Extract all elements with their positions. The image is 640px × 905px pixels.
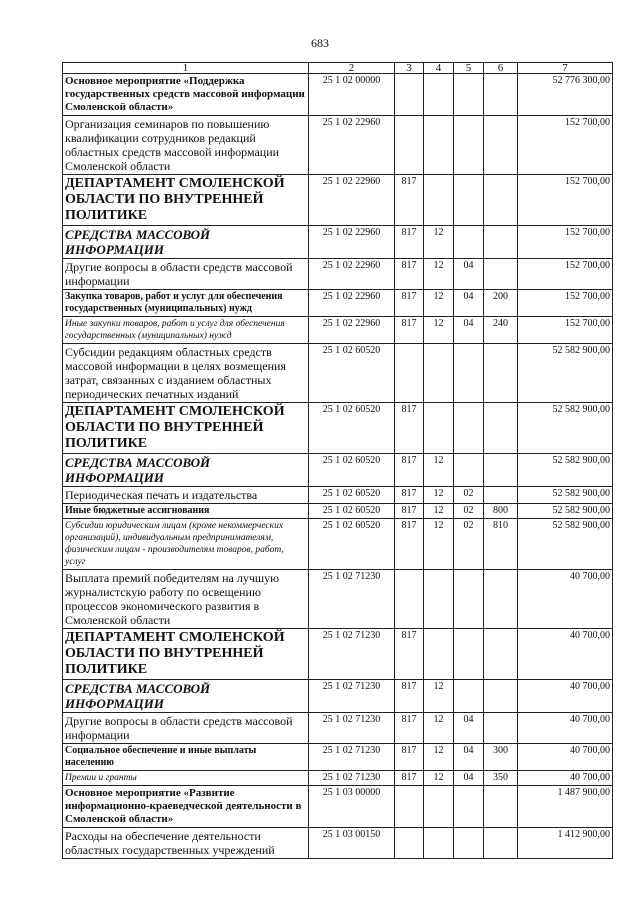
row-expense-type-code [484, 570, 518, 629]
row-section-code [424, 344, 454, 403]
row-amount: 52 582 900,00 [518, 519, 613, 570]
row-amount: 1 412 900,00 [518, 828, 613, 859]
row-expense-type-code: 300 [484, 744, 518, 771]
row-section-code [424, 629, 454, 680]
row-subsection-code [454, 74, 484, 116]
row-target-code: 25 1 02 71230 [309, 713, 395, 744]
row-section-code: 12 [424, 713, 454, 744]
row-subsection-code: 04 [454, 713, 484, 744]
row-section-code: 12 [424, 680, 454, 713]
row-ministry-code: 817 [395, 744, 424, 771]
row-section-code [424, 175, 454, 226]
row-expense-type-code [484, 487, 518, 504]
row-subsection-code: 02 [454, 504, 484, 519]
row-section-code: 12 [424, 519, 454, 570]
row-name: Основное мероприятие «Развитие информационно-краеведческой деятельности в Смоленской области» [63, 786, 309, 828]
row-subsection-code [454, 454, 484, 487]
row-amount: 152 700,00 [518, 290, 613, 317]
row-name: СРЕДСТВА МАССОВОЙ ИНФОРМАЦИИ [63, 226, 309, 259]
table-row [63, 454, 613, 487]
row-subsection-code [454, 403, 484, 454]
row-target-code: 25 1 02 22960 [309, 116, 395, 175]
row-ministry-code [395, 786, 424, 828]
budget-table [62, 62, 613, 859]
row-amount: 40 700,00 [518, 570, 613, 629]
table-row [63, 629, 613, 680]
row-subsection-code: 04 [454, 259, 484, 290]
row-section-code: 12 [424, 487, 454, 504]
row-expense-type-code [484, 680, 518, 713]
row-name: Организация семинаров по повышению квалификации сотрудников редакций областных средств массовой информации Смоленской области [63, 116, 309, 175]
row-subsection-code: 02 [454, 487, 484, 504]
table-row [63, 344, 613, 403]
row-ministry-code: 817 [395, 175, 424, 226]
row-target-code: 25 1 02 60520 [309, 403, 395, 454]
row-section-code [424, 786, 454, 828]
row-ministry-code: 817 [395, 519, 424, 570]
row-name: Периодическая печать и издательства [63, 487, 309, 504]
column-header: 3 [395, 63, 424, 74]
row-name: СРЕДСТВА МАССОВОЙ ИНФОРМАЦИИ [63, 454, 309, 487]
table-row [63, 317, 613, 344]
row-expense-type-code: 800 [484, 504, 518, 519]
row-name: ДЕПАРТАМЕНТ СМОЛЕНСКОЙ ОБЛАСТИ ПО ВНУТРЕННЕЙ ПОЛИТИКЕ [63, 403, 309, 454]
row-subsection-code: 04 [454, 290, 484, 317]
row-subsection-code: 04 [454, 744, 484, 771]
row-target-code: 25 1 02 71230 [309, 629, 395, 680]
row-subsection-code [454, 570, 484, 629]
row-expense-type-code [484, 454, 518, 487]
table-body [63, 74, 613, 859]
row-section-code [424, 116, 454, 175]
row-section-code: 12 [424, 226, 454, 259]
row-section-code: 12 [424, 290, 454, 317]
row-expense-type-code [484, 713, 518, 744]
row-amount: 52 582 900,00 [518, 454, 613, 487]
row-name: ДЕПАРТАМЕНТ СМОЛЕНСКОЙ ОБЛАСТИ ПО ВНУТРЕННЕЙ ПОЛИТИКЕ [63, 629, 309, 680]
row-expense-type-code: 240 [484, 317, 518, 344]
row-amount: 1 487 900,00 [518, 786, 613, 828]
page-number: 683 [311, 36, 329, 50]
row-amount: 152 700,00 [518, 317, 613, 344]
row-subsection-code: 04 [454, 317, 484, 344]
table-row [63, 259, 613, 290]
column-header: 6 [484, 63, 518, 74]
row-section-code: 12 [424, 771, 454, 786]
row-section-code [424, 570, 454, 629]
row-ministry-code: 817 [395, 317, 424, 344]
row-section-code: 12 [424, 744, 454, 771]
row-amount: 52 582 900,00 [518, 403, 613, 454]
row-ministry-code [395, 344, 424, 403]
row-expense-type-code [484, 786, 518, 828]
row-section-code [424, 828, 454, 859]
row-target-code: 25 1 02 22960 [309, 226, 395, 259]
row-subsection-code [454, 680, 484, 713]
column-header: 1 [63, 63, 309, 74]
row-amount: 52 582 900,00 [518, 504, 613, 519]
row-name: СРЕДСТВА МАССОВОЙ ИНФОРМАЦИИ [63, 680, 309, 713]
row-section-code: 12 [424, 317, 454, 344]
row-amount: 40 700,00 [518, 744, 613, 771]
row-section-code: 12 [424, 454, 454, 487]
row-ministry-code [395, 74, 424, 116]
table-row [63, 680, 613, 713]
row-ministry-code: 817 [395, 226, 424, 259]
column-header: 7 [518, 63, 613, 74]
table-row [63, 771, 613, 786]
row-name: Основное мероприятие «Поддержка государственных средств массовой информации Смоленской области» [63, 74, 309, 116]
table-row [63, 226, 613, 259]
row-target-code: 25 1 02 60520 [309, 519, 395, 570]
row-ministry-code: 817 [395, 487, 424, 504]
row-name: Иные закупки товаров, работ и услуг для обеспечения государственных (муниципальных) нужд [63, 317, 309, 344]
row-name: Выплата премий победителям на лучшую журналистскую работу по освещению процессов экономического развития в Смоленской области [63, 570, 309, 629]
row-name: Расходы на обеспечение деятельности областных государственных учреждений [63, 828, 309, 859]
row-name: Другие вопросы в области средств массовой информации [63, 259, 309, 290]
column-header: 4 [424, 63, 454, 74]
row-target-code: 25 1 02 22960 [309, 175, 395, 226]
row-subsection-code: 02 [454, 519, 484, 570]
table-row [63, 487, 613, 504]
row-target-code: 25 1 02 00000 [309, 74, 395, 116]
row-expense-type-code: 810 [484, 519, 518, 570]
row-amount: 40 700,00 [518, 771, 613, 786]
row-target-code: 25 1 02 71230 [309, 771, 395, 786]
row-target-code: 25 1 02 60520 [309, 344, 395, 403]
row-expense-type-code [484, 74, 518, 116]
row-amount: 152 700,00 [518, 116, 613, 175]
table-row [63, 504, 613, 519]
row-ministry-code: 817 [395, 629, 424, 680]
row-ministry-code: 817 [395, 403, 424, 454]
row-expense-type-code [484, 344, 518, 403]
row-target-code: 25 1 03 00000 [309, 786, 395, 828]
row-name: Социальное обеспечение и иные выплаты населению [63, 744, 309, 771]
row-ministry-code: 817 [395, 454, 424, 487]
row-expense-type-code [484, 259, 518, 290]
row-amount: 40 700,00 [518, 713, 613, 744]
row-subsection-code [454, 629, 484, 680]
row-amount: 52 582 900,00 [518, 487, 613, 504]
row-name: Закупка товаров, работ и услуг для обеспечения государственных (муниципальных) нужд [63, 290, 309, 317]
table-row [63, 713, 613, 744]
row-expense-type-code: 350 [484, 771, 518, 786]
row-name: Премии и гранты [63, 771, 309, 786]
row-ministry-code: 817 [395, 713, 424, 744]
row-expense-type-code [484, 403, 518, 454]
row-amount: 52 582 900,00 [518, 344, 613, 403]
row-subsection-code [454, 828, 484, 859]
row-amount: 52 776 300,00 [518, 74, 613, 116]
row-target-code: 25 1 02 60520 [309, 487, 395, 504]
row-ministry-code: 817 [395, 290, 424, 317]
row-expense-type-code [484, 226, 518, 259]
row-subsection-code [454, 344, 484, 403]
table-row [63, 74, 613, 116]
table-row [63, 290, 613, 317]
table-row [63, 744, 613, 771]
table-row [63, 828, 613, 859]
row-expense-type-code [484, 629, 518, 680]
row-target-code: 25 1 02 22960 [309, 290, 395, 317]
row-ministry-code: 817 [395, 680, 424, 713]
row-expense-type-code [484, 116, 518, 175]
row-ministry-code [395, 570, 424, 629]
table-row [63, 786, 613, 828]
row-ministry-code [395, 828, 424, 859]
row-subsection-code [454, 786, 484, 828]
row-name: Субсидии юридическим лицам (кроме некоммерческих организаций), индивидуальным предпринимателям, физическим лицам - производителям товаров, работ, услуг [63, 519, 309, 570]
row-amount: 152 700,00 [518, 175, 613, 226]
row-section-code [424, 403, 454, 454]
row-ministry-code: 817 [395, 259, 424, 290]
row-amount: 40 700,00 [518, 680, 613, 713]
row-target-code: 25 1 02 71230 [309, 744, 395, 771]
row-target-code: 25 1 02 22960 [309, 259, 395, 290]
row-name: ДЕПАРТАМЕНТ СМОЛЕНСКОЙ ОБЛАСТИ ПО ВНУТРЕННЕЙ ПОЛИТИКЕ [63, 175, 309, 226]
row-target-code: 25 1 02 22960 [309, 317, 395, 344]
row-section-code: 12 [424, 504, 454, 519]
row-target-code: 25 1 03 00150 [309, 828, 395, 859]
row-expense-type-code [484, 828, 518, 859]
row-target-code: 25 1 02 71230 [309, 680, 395, 713]
column-number-row [63, 63, 613, 74]
row-name: Субсидии редакциям областных средств массовой информации в целях возмещения затрат, связанных с изданием областных периодических печатных изданий [63, 344, 309, 403]
row-subsection-code [454, 175, 484, 226]
row-expense-type-code: 200 [484, 290, 518, 317]
column-header: 2 [309, 63, 395, 74]
row-ministry-code: 817 [395, 771, 424, 786]
row-target-code: 25 1 02 71230 [309, 570, 395, 629]
table-row [63, 175, 613, 226]
row-amount: 152 700,00 [518, 259, 613, 290]
row-name: Иные бюджетные ассигнования [63, 504, 309, 519]
table-row [63, 403, 613, 454]
row-subsection-code [454, 116, 484, 175]
row-section-code: 12 [424, 259, 454, 290]
row-amount: 152 700,00 [518, 226, 613, 259]
row-target-code: 25 1 02 60520 [309, 504, 395, 519]
table-row [63, 570, 613, 629]
row-ministry-code: 817 [395, 504, 424, 519]
row-amount: 40 700,00 [518, 629, 613, 680]
column-header: 5 [454, 63, 484, 74]
table-row [63, 519, 613, 570]
row-name: Другие вопросы в области средств массовой информации [63, 713, 309, 744]
row-subsection-code: 04 [454, 771, 484, 786]
row-expense-type-code [484, 175, 518, 226]
row-subsection-code [454, 226, 484, 259]
table-row [63, 116, 613, 175]
row-section-code [424, 74, 454, 116]
row-ministry-code [395, 116, 424, 175]
row-target-code: 25 1 02 60520 [309, 454, 395, 487]
